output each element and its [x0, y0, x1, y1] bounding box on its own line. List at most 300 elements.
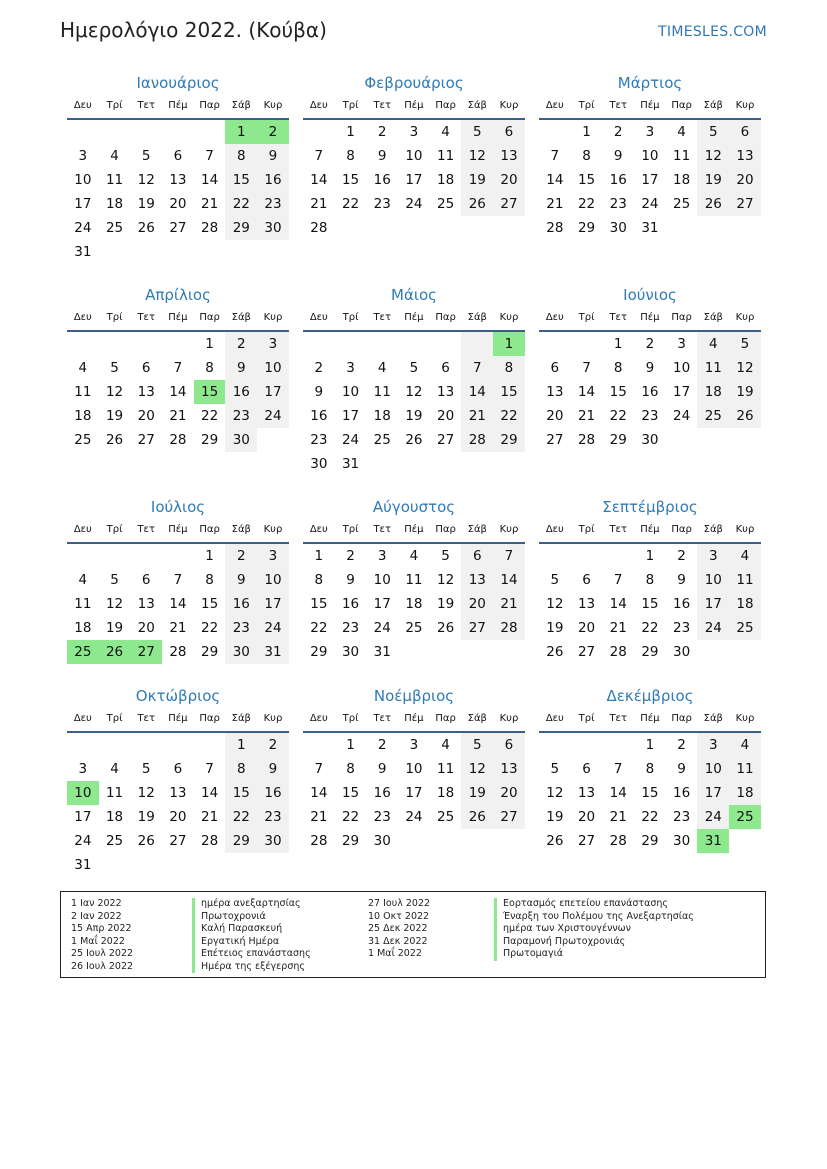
holiday-day-cell: 10 — [67, 781, 99, 805]
legend-holiday-name: Παραμονή Πρωτοχρονιάς — [494, 936, 694, 949]
empty-cell — [493, 216, 525, 240]
empty-cell — [571, 332, 603, 356]
legend-date: 31 Δεκ 2022 — [368, 935, 428, 947]
day-cell: 8 — [346, 761, 355, 777]
empty-cell — [461, 216, 493, 240]
day-cell: 17 — [697, 592, 729, 616]
day-cell: 23 — [609, 196, 627, 212]
month-block — [539, 284, 761, 452]
day-cell: 11 — [697, 356, 729, 380]
weekday-label: Κυρ — [263, 100, 283, 111]
day-cell: 10 — [697, 757, 729, 781]
day-cell: 15 — [225, 168, 257, 192]
weekday-label: Τετ — [137, 312, 155, 323]
day-cell: 29 — [577, 220, 596, 236]
weekday-label: Πέμ — [404, 524, 424, 535]
day-cell: 1 — [613, 336, 623, 352]
day-grid — [539, 332, 761, 452]
day-cell: 29 — [201, 432, 219, 448]
day-cell: 15 — [201, 596, 219, 612]
day-cell: 30 — [373, 833, 391, 849]
day-cell: 28 — [577, 432, 596, 448]
empty-cell — [162, 240, 194, 264]
weekday-label: Πέμ — [640, 100, 660, 111]
day-cell: 15 — [310, 596, 328, 612]
day-cell: 30 — [641, 432, 659, 448]
month-name: Ιούλιος — [150, 498, 206, 516]
day-cell: 6 — [173, 761, 183, 777]
day-cell: 3 — [645, 124, 655, 140]
day-cell: 16 — [225, 592, 257, 616]
day-cell: 26 — [461, 805, 493, 829]
holiday-day-cell: 15 — [194, 380, 226, 404]
day-cell: 16 — [341, 596, 360, 612]
weekday-label: Τρί — [106, 524, 123, 535]
day-cell: 10 — [641, 148, 659, 164]
day-cell: 1 — [225, 733, 257, 757]
day-cell: 1 — [582, 124, 591, 140]
day-cell: 29 — [641, 644, 659, 660]
weekday-header — [539, 520, 761, 544]
weekday-label: Κυρ — [735, 713, 755, 724]
day-cell: 31 — [341, 456, 360, 472]
empty-cell — [430, 452, 462, 476]
empty-cell — [366, 452, 398, 476]
legend-date: 2 Ιαν 2022 — [71, 910, 122, 922]
day-cell: 12 — [546, 596, 564, 612]
page-title: Ημερολόγιο 2022. (Κούβα) — [60, 18, 327, 42]
day-cell: 12 — [437, 572, 455, 588]
holiday-day-cell: 1 — [225, 120, 257, 144]
day-cell: 12 — [546, 785, 564, 801]
day-cell: 27 — [577, 833, 596, 849]
day-cell: 21 — [201, 809, 219, 825]
weekday-label: Τετ — [609, 713, 627, 724]
day-cell: 4 — [78, 360, 88, 376]
day-cell: 25 — [74, 432, 92, 448]
weekday-label: Παρ — [671, 100, 692, 111]
day-cell: 15 — [577, 172, 596, 188]
day-cell: 14 — [201, 785, 219, 801]
day-cell: 9 — [314, 384, 324, 400]
day-cell: 27 — [169, 833, 187, 849]
empty-cell — [430, 332, 462, 356]
day-cell: 8 — [225, 144, 257, 168]
day-cell: 21 — [546, 196, 564, 212]
day-cell: 28 — [201, 220, 219, 236]
month-block — [303, 685, 525, 853]
empty-cell — [461, 332, 493, 356]
day-cell: 18 — [405, 596, 423, 612]
weekday-label: Κυρ — [263, 312, 283, 323]
day-cell: 4 — [729, 733, 761, 757]
day-cell: 20 — [493, 781, 525, 805]
day-cell: 23 — [310, 432, 328, 448]
day-cell: 25 — [405, 620, 423, 636]
day-cell: 8 — [346, 148, 355, 164]
day-cell: 30 — [673, 833, 691, 849]
month-name: Αύγουστος — [372, 498, 456, 516]
day-cell: 3 — [257, 544, 289, 568]
day-cell: 27 — [493, 805, 525, 829]
legend-date: 26 Ιουλ 2022 — [71, 960, 134, 972]
day-cell: 6 — [141, 360, 151, 376]
day-cell: 1 — [346, 124, 355, 140]
empty-cell — [729, 640, 761, 664]
day-cell: 10 — [697, 568, 729, 592]
day-grid — [303, 733, 525, 853]
empty-cell — [398, 829, 430, 853]
weekday-label: Δευ — [545, 524, 564, 535]
month-block — [303, 284, 525, 476]
day-cell: 21 — [493, 592, 525, 616]
day-cell: 16 — [310, 408, 328, 424]
day-cell: 7 — [582, 360, 591, 376]
month-block — [539, 685, 761, 853]
day-cell: 2 — [225, 332, 257, 356]
day-cell: 4 — [78, 572, 88, 588]
day-cell: 11 — [729, 568, 761, 592]
day-cell: 27 — [546, 432, 564, 448]
weekday-label: Τετ — [373, 100, 391, 111]
empty-cell — [697, 428, 729, 452]
day-grid — [67, 332, 289, 452]
legend-date: 10 Οκτ 2022 — [368, 910, 430, 922]
day-cell: 2 — [225, 544, 257, 568]
day-cell: 23 — [373, 809, 391, 825]
empty-cell — [257, 853, 289, 877]
day-cell: 13 — [169, 785, 187, 801]
day-cell: 7 — [314, 761, 324, 777]
day-cell: 17 — [257, 592, 289, 616]
day-cell: 11 — [74, 384, 92, 400]
day-grid — [539, 544, 761, 664]
day-cell: 31 — [74, 857, 92, 873]
weekday-label: Πέμ — [404, 312, 424, 323]
day-cell: 27 — [137, 432, 155, 448]
day-cell: 12 — [461, 757, 493, 781]
day-cell: 17 — [257, 380, 289, 404]
weekday-label: Πέμ — [640, 524, 660, 535]
weekday-label: Δευ — [73, 100, 92, 111]
empty-cell — [130, 853, 162, 877]
weekday-label: Δευ — [309, 524, 328, 535]
day-cell: 24 — [673, 408, 691, 424]
day-cell: 9 — [377, 761, 387, 777]
day-cell: 6 — [493, 120, 525, 144]
day-cell: 24 — [74, 833, 92, 849]
day-cell: 16 — [373, 785, 391, 801]
day-cell: 3 — [346, 360, 355, 376]
legend-left-names — [192, 898, 311, 973]
day-cell: 22 — [201, 620, 219, 636]
day-cell: 2 — [645, 336, 655, 352]
empty-cell — [366, 216, 398, 240]
empty-cell — [130, 544, 162, 568]
day-cell: 20 — [461, 592, 493, 616]
weekday-label: Δευ — [545, 713, 564, 724]
day-cell: 21 — [609, 620, 627, 636]
weekday-label: Τρί — [578, 524, 595, 535]
day-cell: 29 — [609, 432, 627, 448]
day-cell: 24 — [373, 620, 391, 636]
day-cell: 21 — [310, 196, 328, 212]
holiday-day-cell: 31 — [697, 829, 729, 853]
day-cell: 8 — [645, 572, 655, 588]
empty-cell — [461, 640, 493, 664]
day-cell: 20 — [577, 809, 596, 825]
weekday-label: Δευ — [73, 524, 92, 535]
day-cell: 7 — [314, 148, 324, 164]
day-cell: 14 — [201, 172, 219, 188]
day-cell: 7 — [461, 356, 493, 380]
day-cell: 16 — [673, 596, 691, 612]
day-cell: 25 — [105, 833, 124, 849]
holiday-day-cell: 2 — [257, 120, 289, 144]
day-cell: 8 — [205, 360, 214, 376]
day-cell: 18 — [105, 196, 124, 212]
day-cell: 13 — [169, 172, 187, 188]
holiday-day-cell: 27 — [130, 640, 162, 664]
day-cell: 21 — [169, 620, 187, 636]
empty-cell — [130, 240, 162, 264]
weekday-label: Σάβ — [231, 524, 251, 535]
day-cell: 5 — [141, 148, 151, 164]
day-cell: 22 — [493, 404, 525, 428]
day-cell: 11 — [105, 785, 124, 801]
weekday-label: Πέμ — [640, 312, 660, 323]
day-cell: 5 — [550, 761, 560, 777]
day-cell: 22 — [341, 809, 360, 825]
weekday-label: Σάβ — [231, 100, 251, 111]
day-cell: 5 — [697, 120, 729, 144]
day-cell: 3 — [697, 733, 729, 757]
day-cell: 26 — [137, 833, 155, 849]
empty-cell — [162, 120, 194, 144]
day-cell: 17 — [641, 172, 659, 188]
day-cell: 23 — [673, 620, 691, 636]
day-grid — [67, 544, 289, 664]
day-grid — [67, 120, 289, 264]
day-cell: 3 — [409, 124, 419, 140]
weekday-label: Τρί — [342, 524, 359, 535]
day-cell: 6 — [461, 544, 493, 568]
day-cell: 3 — [78, 148, 88, 164]
day-cell: 25 — [729, 616, 761, 640]
weekday-header — [539, 96, 761, 120]
empty-cell — [99, 240, 131, 264]
day-cell: 22 — [225, 192, 257, 216]
day-cell: 31 — [641, 220, 659, 236]
empty-cell — [99, 332, 131, 356]
day-cell: 23 — [641, 408, 659, 424]
legend-date: 25 Ιουλ 2022 — [71, 948, 134, 959]
day-cell: 10 — [257, 356, 289, 380]
day-cell: 20 — [137, 620, 155, 636]
day-cell: 30 — [257, 829, 289, 853]
day-cell: 10 — [74, 172, 92, 188]
month-name: Ιανουάριος — [136, 74, 220, 92]
day-cell: 17 — [74, 196, 92, 212]
day-cell: 3 — [697, 544, 729, 568]
day-cell: 14 — [169, 596, 187, 612]
weekday-label: Πέμ — [168, 100, 188, 111]
day-cell: 13 — [461, 568, 493, 592]
day-cell: 18 — [373, 408, 391, 424]
empty-cell — [67, 120, 99, 144]
day-grid — [539, 733, 761, 853]
day-cell: 12 — [137, 785, 155, 801]
day-cell: 13 — [729, 144, 761, 168]
day-cell: 25 — [105, 220, 124, 236]
day-cell: 14 — [577, 384, 596, 400]
day-cell: 20 — [729, 168, 761, 192]
legend-holiday-name: Πρωτομαγιά — [494, 948, 694, 961]
day-cell: 1 — [645, 737, 655, 753]
weekday-label: Τρί — [578, 713, 595, 724]
empty-cell — [539, 332, 571, 356]
empty-cell — [99, 853, 131, 877]
weekday-label: Κυρ — [263, 713, 283, 724]
weekday-label: Τρί — [106, 713, 123, 724]
day-cell: 24 — [405, 196, 423, 212]
day-cell: 5 — [110, 360, 119, 376]
day-cell: 18 — [437, 172, 455, 188]
weekday-label: Κυρ — [735, 100, 755, 111]
empty-cell — [571, 544, 603, 568]
day-cell: 6 — [550, 360, 560, 376]
day-cell: 23 — [257, 805, 289, 829]
day-cell: 4 — [441, 124, 450, 140]
day-cell: 28 — [310, 220, 328, 236]
day-cell: 18 — [729, 781, 761, 805]
day-cell: 3 — [257, 332, 289, 356]
day-cell: 12 — [697, 144, 729, 168]
day-cell: 17 — [74, 809, 92, 825]
day-cell: 19 — [461, 168, 493, 192]
day-cell: 28 — [169, 644, 187, 660]
day-cell: 22 — [641, 620, 659, 636]
day-cell: 16 — [641, 384, 659, 400]
site-link[interactable]: TIMESLES.COM — [658, 24, 767, 40]
month-block — [539, 496, 761, 664]
holiday-legend — [60, 891, 766, 978]
day-cell: 5 — [441, 548, 450, 564]
day-cell: 6 — [441, 360, 450, 376]
holiday-day-cell: 26 — [99, 640, 131, 664]
day-grid — [303, 332, 525, 476]
day-cell: 24 — [341, 432, 360, 448]
day-cell: 2 — [377, 124, 387, 140]
empty-cell — [194, 120, 226, 144]
day-cell: 4 — [441, 737, 450, 753]
empty-cell — [130, 332, 162, 356]
weekday-header — [67, 96, 289, 120]
day-cell: 9 — [346, 572, 355, 588]
day-cell: 2 — [613, 124, 623, 140]
empty-cell — [366, 332, 398, 356]
day-cell: 11 — [373, 384, 391, 400]
empty-cell — [303, 332, 335, 356]
day-cell: 18 — [74, 408, 92, 424]
empty-cell — [398, 216, 430, 240]
day-cell: 19 — [105, 408, 124, 424]
day-cell: 30 — [341, 644, 360, 660]
day-cell: 22 — [577, 196, 596, 212]
day-cell: 17 — [673, 384, 691, 400]
legend-holiday-name: ημέρα των Χριστουγέννων — [494, 923, 694, 936]
weekday-label: Κυρ — [499, 524, 519, 535]
day-cell: 19 — [697, 168, 729, 192]
day-cell: 25 — [697, 404, 729, 428]
weekday-label: Παρ — [199, 713, 220, 724]
day-cell: 10 — [341, 384, 360, 400]
weekday-label: Σάβ — [467, 713, 487, 724]
legend-date: 1 Μαΐ 2022 — [368, 948, 422, 959]
day-cell: 18 — [437, 785, 455, 801]
day-cell: 21 — [310, 809, 328, 825]
empty-cell — [729, 829, 761, 853]
weekday-header — [303, 520, 525, 544]
day-cell: 29 — [310, 644, 328, 660]
empty-cell — [225, 240, 257, 264]
day-cell: 12 — [405, 384, 423, 400]
day-grid — [303, 544, 525, 664]
empty-cell — [602, 544, 634, 568]
day-cell: 9 — [257, 757, 289, 781]
day-cell: 4 — [697, 332, 729, 356]
empty-cell — [303, 120, 335, 144]
day-cell: 4 — [729, 544, 761, 568]
day-cell: 4 — [110, 148, 119, 164]
day-cell: 28 — [609, 644, 627, 660]
day-cell: 10 — [373, 572, 391, 588]
day-cell: 25 — [373, 432, 391, 448]
weekday-label: Τρί — [342, 100, 359, 111]
day-cell: 21 — [609, 809, 627, 825]
day-cell: 26 — [546, 644, 564, 660]
day-cell: 24 — [641, 196, 659, 212]
day-cell: 31 — [373, 644, 391, 660]
day-cell: 3 — [409, 737, 419, 753]
day-cell: 9 — [677, 761, 686, 777]
weekday-label: Δευ — [73, 312, 92, 323]
day-cell: 17 — [405, 785, 423, 801]
weekday-label: Πέμ — [640, 713, 660, 724]
weekday-label: Παρ — [435, 713, 456, 724]
day-cell: 27 — [461, 616, 493, 640]
day-cell: 8 — [582, 148, 591, 164]
weekday-label: Σάβ — [467, 524, 487, 535]
day-cell: 7 — [173, 572, 183, 588]
day-cell: 20 — [493, 168, 525, 192]
empty-cell — [398, 640, 430, 664]
day-cell: 25 — [437, 196, 455, 212]
legend-right-names — [494, 898, 694, 961]
day-cell: 2 — [346, 548, 355, 564]
empty-cell — [257, 428, 289, 452]
day-cell: 26 — [546, 833, 564, 849]
day-cell: 29 — [341, 833, 360, 849]
weekday-label: Παρ — [435, 312, 456, 323]
weekday-header — [67, 308, 289, 332]
day-cell: 14 — [310, 785, 328, 801]
empty-cell — [162, 332, 194, 356]
day-cell: 17 — [405, 172, 423, 188]
day-cell: 28 — [310, 833, 328, 849]
day-cell: 1 — [205, 336, 214, 352]
empty-cell — [130, 733, 162, 757]
